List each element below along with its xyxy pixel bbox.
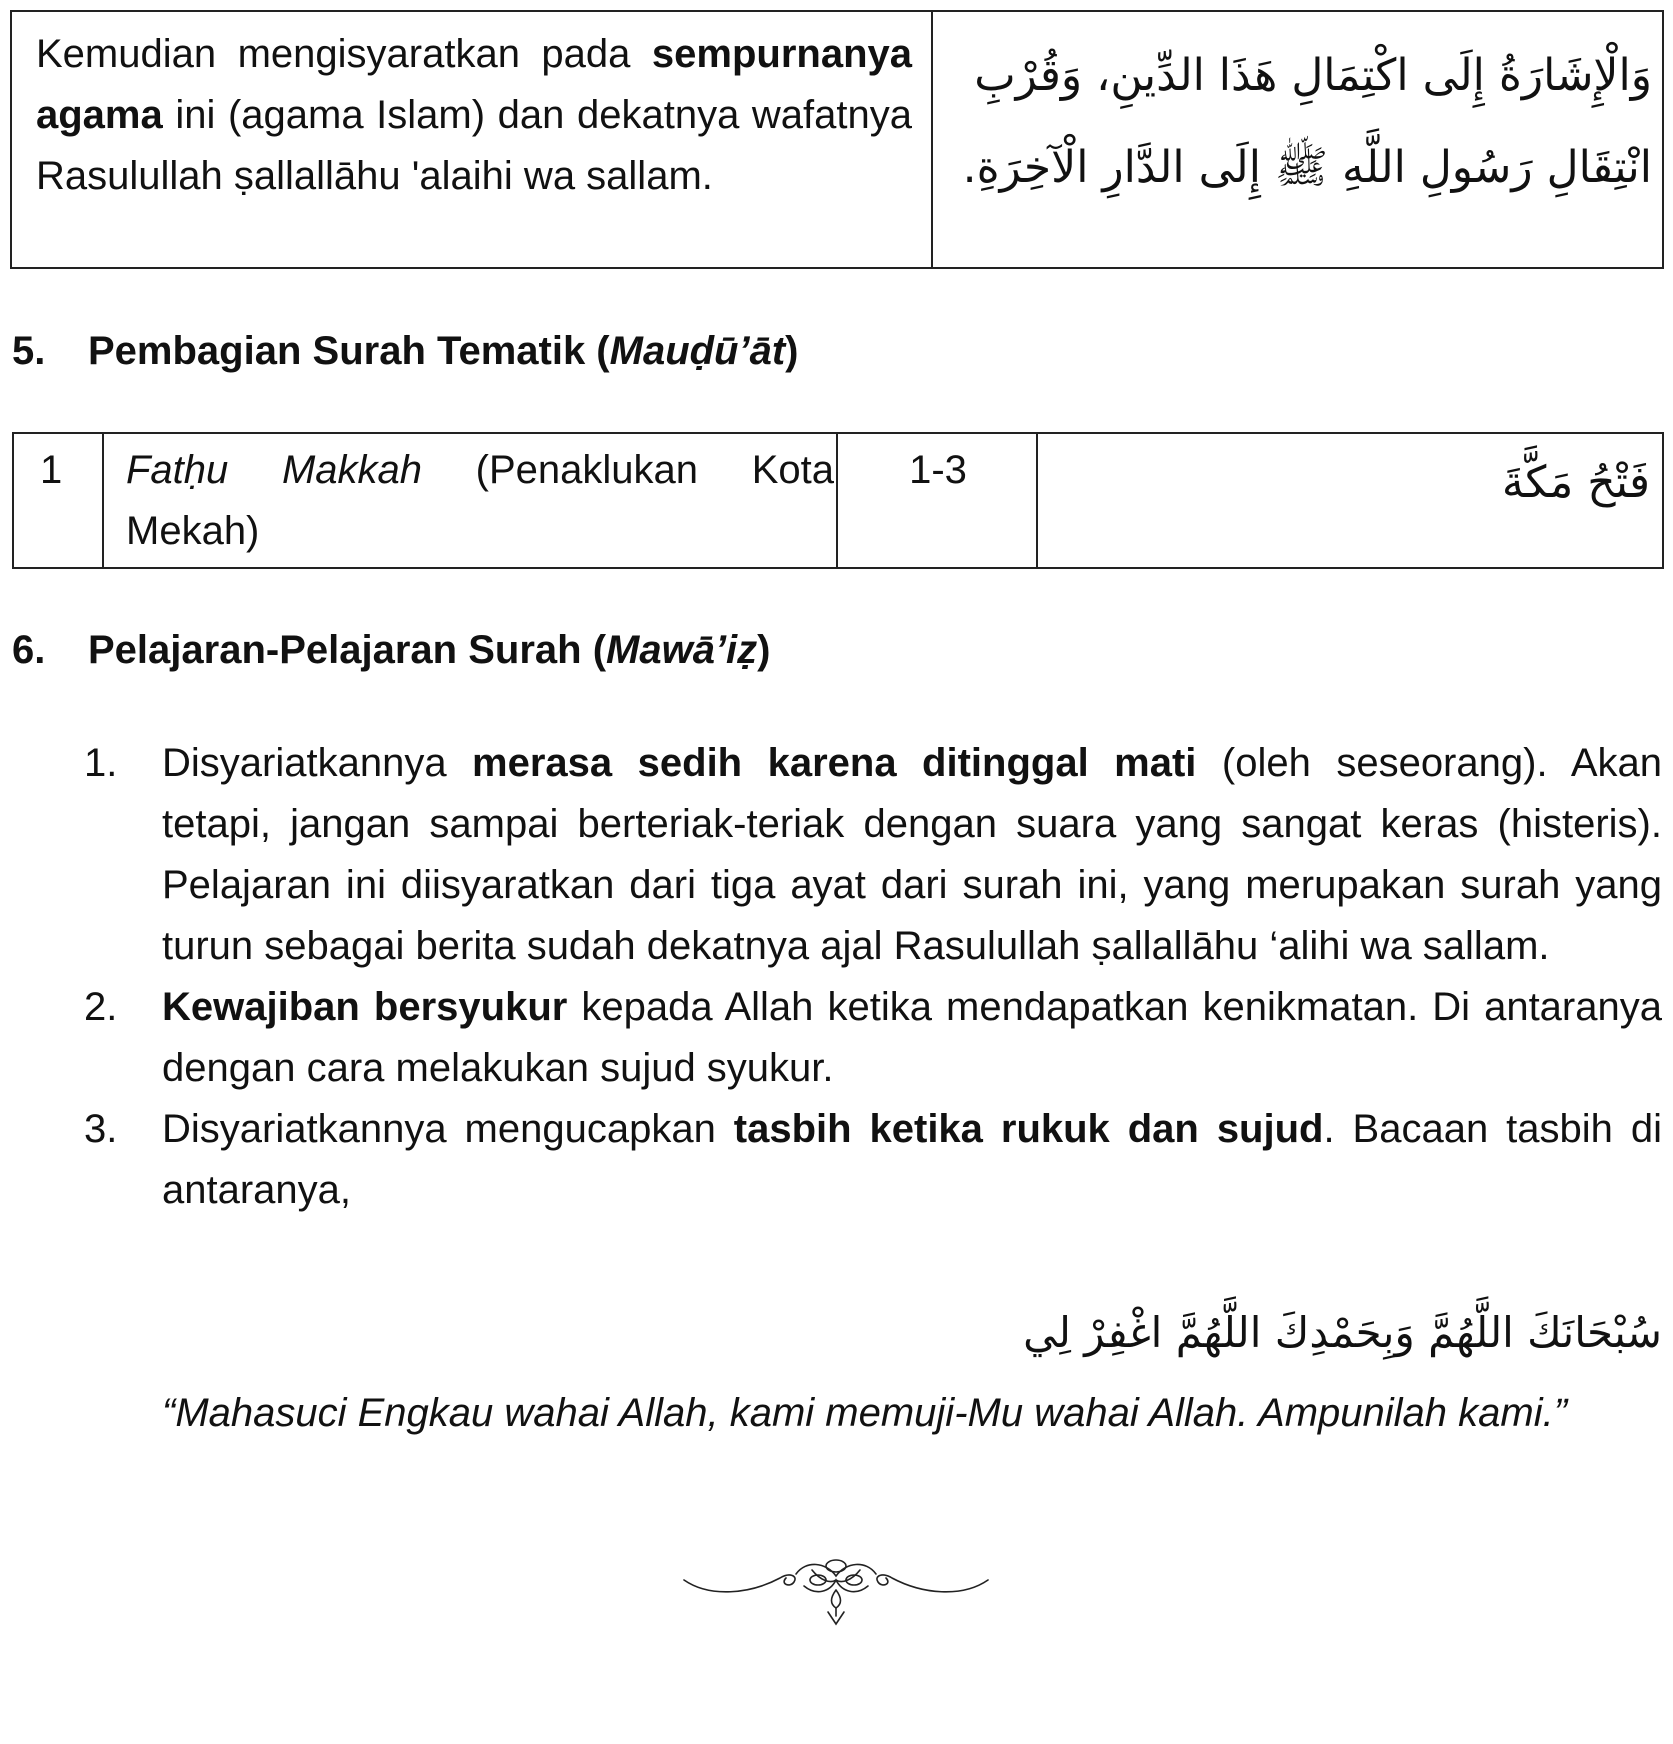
section-number: 6. [12, 628, 46, 672]
lessons-list [84, 733, 1662, 1221]
section-title-italic: Mauḍū’āt [609, 329, 786, 373]
list-item-text: Disyariatkannya [162, 741, 473, 785]
theme-number: 1 [40, 448, 63, 492]
cell-text-bold: sempurnanya agama [36, 32, 912, 137]
list-item-bold: Kewajiban bersyukur [162, 985, 568, 1029]
list-item-text: Disyariatkannya mengucapkan [162, 1107, 734, 1151]
section-title-text: Pelajaran-Pelajaran Surah ( [88, 628, 607, 672]
section-title [88, 625, 771, 675]
list-item-text: (oleh seseorang). Akan tetapi, jangan sampai berteriak-teriak dengan suara yang sangat keras (histeris). Pelajaran ini diisyaratkan dari tiga ayat dari surah ini, yang merupakan surah yang turun sebagai berita sudah dekatnya ajal Rasulullah ṣallallāhu ‘alihi wa sallam. [162, 741, 1662, 968]
list-item-number: 1. [84, 741, 118, 785]
dua-translation-text: “Mahasuci Engkau wahai Allah, kami memuji-Mu wahai Allah. Ampunilah kami.” [162, 1391, 1568, 1435]
theme-ayat-range: 1-3 [909, 448, 967, 492]
top-table-arabic-cell: وَالْإِشَارَةُ إِلَى اكْتِمَالِ هَذَا الدِّينِ، وَقُرْبِ انْتِقَالِ رَسُولِ اللَّهِ ﷺ إِلَى الدَّارِ الْآخِرَةِ. [962, 50, 1652, 193]
list-item [84, 977, 1662, 1099]
flourish-divider-icon [680, 1550, 992, 1630]
list-item-bold: tasbih ketika rukuk dan sujud [733, 1107, 1324, 1151]
cell-text: Kemudian mengisyaratkan pada [36, 32, 652, 76]
section-title-italic: Mawā’iẓ [606, 628, 758, 672]
theme-name-italic: Fatḥu Makkah [126, 448, 423, 492]
section-title [88, 326, 799, 376]
list-item-text: . Bacaan tasbih di antaranya, [162, 1107, 1662, 1212]
list-item-bold: merasa sedih karena ditinggal mati [472, 741, 1197, 785]
top-table [10, 10, 1664, 269]
list-item-number: 2. [84, 985, 118, 1029]
theme-name-rest: (Penaklukan Kota Mekah) [126, 448, 834, 553]
top-table-left-cell [36, 24, 912, 207]
list-item [84, 1099, 1662, 1221]
dua-arabic: سُبْحَانَكَ اللَّهُمَّ وَبِحَمْدِكَ اللَّهُمَّ اغْفِرْ لِي [1023, 1308, 1662, 1357]
themes-table [12, 432, 1664, 569]
section-title-end: ) [757, 628, 771, 672]
section-number: 5. [12, 329, 46, 373]
list-item-text: kepada Allah ketika mendapatkan kenikmatan. Di antaranya dengan cara melakukan sujud syukur. [162, 985, 1662, 1090]
list-item-number: 3. [84, 1107, 118, 1151]
section-title-end: ) [785, 329, 799, 373]
dua-translation [162, 1383, 1662, 1444]
theme-name [126, 440, 834, 562]
cell-text: ini (agama Islam) dan dekatnya wafatnya Rasulullah ṣallallāhu 'alaihi wa sallam. [36, 93, 912, 198]
table-column-divider [102, 434, 104, 567]
list-item [84, 733, 1662, 977]
section-title-text: Pembagian Surah Tematik ( [88, 329, 610, 373]
theme-arabic: فَتْحُ مَكَّةَ [1501, 457, 1650, 508]
table-column-divider [931, 12, 933, 267]
